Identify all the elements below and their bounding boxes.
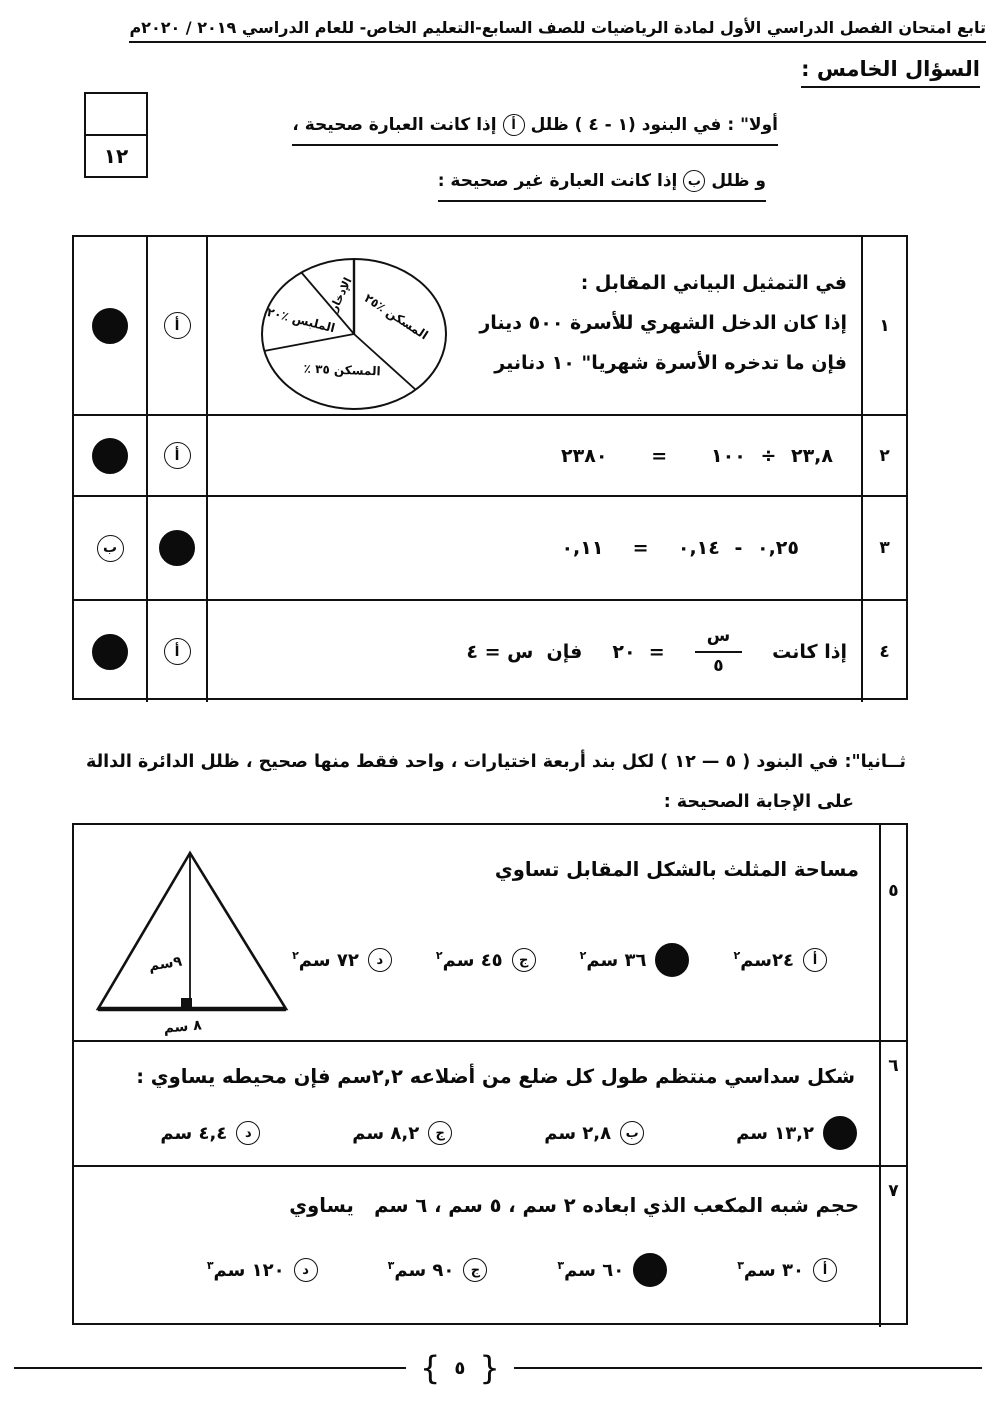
option-value: ١٢٠ سم$^٣$ <box>206 1259 285 1281</box>
equation-text: ٢٣,٨ ÷ ١٠٠ = ٢٣٨٠ <box>561 444 833 467</box>
answer-cell-a <box>148 414 208 495</box>
option-b <box>580 943 690 977</box>
item-number: ٤ <box>861 599 906 702</box>
option-value: ٩٠ سم$^٣$ <box>387 1259 455 1281</box>
option-a <box>736 1116 857 1150</box>
instruction-text: إذا كانت العبارة صحيحة ، <box>292 115 497 135</box>
footer-rule-left <box>14 1367 406 1369</box>
option-value: ٣٠ سم$^٣$ <box>737 1259 804 1281</box>
option-bubble: ج <box>463 1258 487 1282</box>
option-c <box>436 948 536 972</box>
fraction <box>695 626 742 677</box>
answer-bubble-b <box>92 308 128 344</box>
option-c <box>388 1258 488 1282</box>
exam-header-text: تابع امتحان الفصل الدراسي الأول لمادة الرياضيات للصف السابع-التعليم الخاص- للعام الدراسي ٢٠١٩ / ٢٠٢٠م <box>129 18 986 43</box>
answer-cell-b <box>74 414 148 495</box>
page-footer <box>0 1349 992 1387</box>
option-value: ٧٢ سم$^٢$ <box>292 949 359 971</box>
option-value: ٤,٤ سم <box>160 1123 228 1144</box>
question-text: مساحة المثلث بالشكل المقابل تساوي <box>494 858 859 881</box>
item-3-statement <box>208 495 861 599</box>
true-false-table <box>72 235 908 700</box>
option-bubble <box>823 1116 857 1150</box>
pie-label-clothing: الملبس ٪٢٠ <box>265 304 337 336</box>
option-d <box>207 1258 318 1282</box>
item-number: ٦ <box>879 1040 906 1165</box>
answer-bubble-b <box>92 438 128 474</box>
choice-a-icon: أ <box>503 114 525 136</box>
option-a <box>737 1258 837 1282</box>
score-box-total: ١٢ <box>103 144 129 168</box>
answer-bubble-a <box>159 530 195 566</box>
choice-b-icon: ب <box>683 170 705 192</box>
answer-bubble-a: أ <box>164 442 191 469</box>
part2-instruction-line2: على الإجابة الصحيحة : <box>663 792 854 812</box>
item-2-statement <box>208 414 861 495</box>
pie-label-housing35: المسكن ٣٥ ٪ <box>303 361 381 379</box>
item-5 <box>74 825 879 1040</box>
option-value: ٣٦ سم$^٢$ <box>579 949 647 971</box>
pie-label-housing25: المسكن ٪٢٥ <box>361 290 431 343</box>
answer-cell-b <box>74 495 148 599</box>
statement-line: إذا كان الدخل الشهري للأسرة ٥٠٠ دينار <box>479 312 847 334</box>
option-bubble: ج <box>428 1121 452 1145</box>
part1-instruction-line1 <box>292 114 778 146</box>
option-bubble: د <box>236 1121 260 1145</box>
statement-text: إذا كانت <box>772 640 847 663</box>
options-row <box>74 1116 879 1150</box>
item-1-statement <box>208 237 861 414</box>
option-a <box>733 948 827 972</box>
option-bubble: د <box>368 948 392 972</box>
option-value: ٢,٨ سم <box>544 1123 612 1144</box>
option-bubble: ب <box>620 1121 644 1145</box>
part2-instruction-line1: ثــانيا": في البنود ( ٥ — ١٢ ) لكل بند أربعة اختيارات ، واحد فقط منها صحيح ، ظلل الدائرة الدالة <box>86 752 906 772</box>
triangle-figure <box>86 841 321 1045</box>
triangle-height-label: ٩سم <box>147 953 184 975</box>
item-number: ٧ <box>879 1165 906 1327</box>
statement-line: في التمثيل البياني المقابل : <box>580 272 847 294</box>
item-number: ١ <box>861 237 906 414</box>
part2-instructions <box>40 742 906 822</box>
answer-cell-a <box>148 237 208 414</box>
fraction-denominator: ٥ <box>713 655 724 676</box>
option-bubble: أ <box>803 948 827 972</box>
instruction-text: أولا" : في البنود (١ - ٤ ) ظلل <box>530 115 778 135</box>
answer-cell-b <box>74 599 148 702</box>
item-7 <box>74 1165 879 1327</box>
instruction-text: و ظلل <box>711 171 766 191</box>
statement-text: فإن س = ٤ <box>466 640 583 663</box>
option-bubble <box>655 943 689 977</box>
option-bubble: أ <box>813 1258 837 1282</box>
option-value: ٦٠ سم$^٣$ <box>557 1259 625 1281</box>
answer-bubble-a: أ <box>164 312 191 339</box>
page-title: السؤال الخامس : <box>801 57 980 88</box>
equation-text: ٠,٢٥ - ٠,١٤ = ٠,١١ <box>561 537 799 559</box>
answer-bubble-b: ب <box>97 535 124 562</box>
answer-bubble-b <box>92 634 128 670</box>
right-angle-mark <box>181 998 192 1009</box>
answer-cell-b <box>74 237 148 414</box>
option-bubble: ج <box>512 948 536 972</box>
option-value: ٨,٢ سم <box>352 1123 420 1144</box>
answer-cell-a <box>148 495 208 599</box>
option-bubble <box>633 1253 667 1287</box>
item-4-statement <box>208 599 861 702</box>
option-d <box>160 1121 260 1145</box>
fraction-numerator: س <box>695 626 742 652</box>
option-b <box>557 1253 667 1287</box>
footer-rule-right <box>514 1367 982 1369</box>
mcq-table <box>72 823 908 1325</box>
exam-header <box>6 18 986 37</box>
question-text: حجم شبه المكعب الذي ابعاده ٢ سم ، ٥ سم ، ٦ سم يساوي <box>289 1194 859 1217</box>
instruction-text: إذا كانت العبارة غير صحيحة : <box>437 171 678 191</box>
option-c <box>352 1121 452 1145</box>
option-value: ١٣,٢ سم <box>736 1123 814 1144</box>
pie-label-savings: الإدخار <box>327 275 355 314</box>
question-text: شكل سداسي منتظم طول كل ضلع من أضلاعه ٢,٢سم فإن محيطه يساوي : <box>136 1065 855 1088</box>
answer-bubble-a: أ <box>164 638 191 665</box>
item-number: ٥ <box>879 825 906 1040</box>
answer-cell-a <box>148 599 208 702</box>
pie-chart <box>254 253 454 419</box>
item-number: ٢ <box>861 414 906 495</box>
statement-text: = ٢٠ <box>612 640 665 663</box>
item-6 <box>74 1040 879 1165</box>
footer-brace-open: { <box>420 1349 441 1387</box>
triangle-base-label: ٨ سم <box>162 1017 203 1037</box>
option-value: ٤٥ سم$^٢$ <box>435 949 503 971</box>
statement-line: فإن ما تدخره الأسرة شهريا" ١٠ دنانير <box>494 352 847 374</box>
option-bubble: د <box>294 1258 318 1282</box>
score-box-empty-cell <box>86 94 146 136</box>
footer-brace-close: } <box>479 1349 500 1387</box>
item-number: ٣ <box>861 495 906 599</box>
page-number: ٥ <box>454 1357 466 1379</box>
score-box <box>84 92 148 178</box>
part1-instruction-line2 <box>438 170 766 202</box>
option-value: ٢٤سم$^٢$ <box>733 949 794 971</box>
option-b <box>544 1121 644 1145</box>
options-row <box>74 1253 879 1287</box>
